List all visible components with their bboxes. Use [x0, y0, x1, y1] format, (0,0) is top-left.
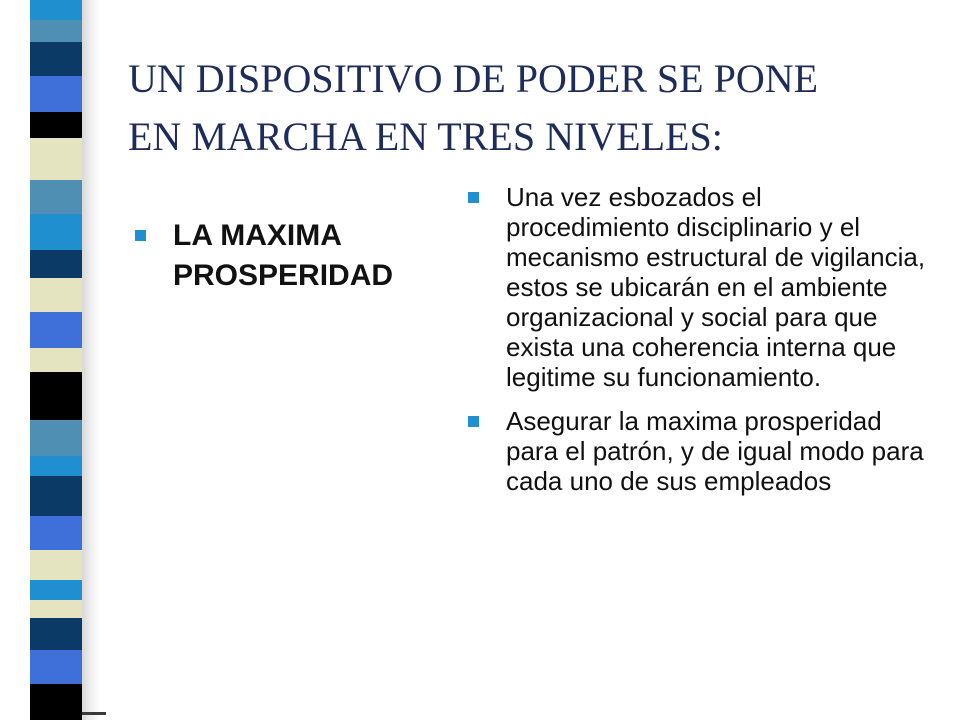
bullet-text: LA MAXIMA PROSPERIDAD [173, 219, 394, 292]
stripe-segment [30, 618, 82, 650]
stripe-segment [30, 684, 82, 720]
stripe-segment [30, 456, 82, 476]
stripe-segment [30, 112, 82, 138]
bullet-item [135, 216, 465, 296]
stripe-segment [30, 372, 82, 420]
stripe-segment [30, 138, 82, 180]
stripe-segment [30, 180, 82, 214]
bullet-text: Una vez esbozados el procedimiento disciplinario y el mecanismo estructural de vigilancia, estos se ubicarán en el ambiente organizacional y social para que exista una coherencia interna que legitime su funcionamiento. [506, 182, 926, 392]
left-bullet-list [135, 216, 465, 296]
square-bullet-icon [468, 416, 479, 427]
bullet-item [468, 182, 928, 392]
stripe-segment [30, 650, 82, 684]
stripe-segment [30, 550, 82, 580]
stripe-segment [30, 214, 82, 250]
stripe-segment [30, 348, 82, 372]
stripe-segment [30, 250, 82, 278]
stripe-base-line [82, 712, 106, 715]
slide-title [128, 50, 928, 166]
stripe-segment [30, 76, 82, 112]
bullet-text: Asegurar la maxima prosperidad para el patrón, y de igual modo para cada uno de sus empleados [506, 406, 924, 496]
decorative-stripe-column [30, 0, 82, 720]
stripe-segment [30, 516, 82, 550]
stripe-segment [30, 278, 82, 312]
square-bullet-icon [135, 230, 146, 241]
stripe-segment [30, 0, 82, 20]
stripe-shadow [82, 0, 100, 720]
stripe-segment [30, 600, 82, 618]
title-line: EN MARCHA EN TRES NIVELES: [128, 114, 723, 159]
stripe-segment [30, 420, 82, 456]
stripe-segment [30, 476, 82, 516]
square-bullet-icon [468, 192, 479, 203]
stripe-segment [30, 312, 82, 348]
bullet-item [468, 406, 928, 496]
right-bullet-list [468, 182, 928, 496]
stripe-segment [30, 20, 82, 42]
stripe-segment [30, 580, 82, 600]
title-line: UN DISPOSITIVO DE PODER SE PONE [128, 56, 819, 101]
stripe-segment [30, 42, 82, 76]
